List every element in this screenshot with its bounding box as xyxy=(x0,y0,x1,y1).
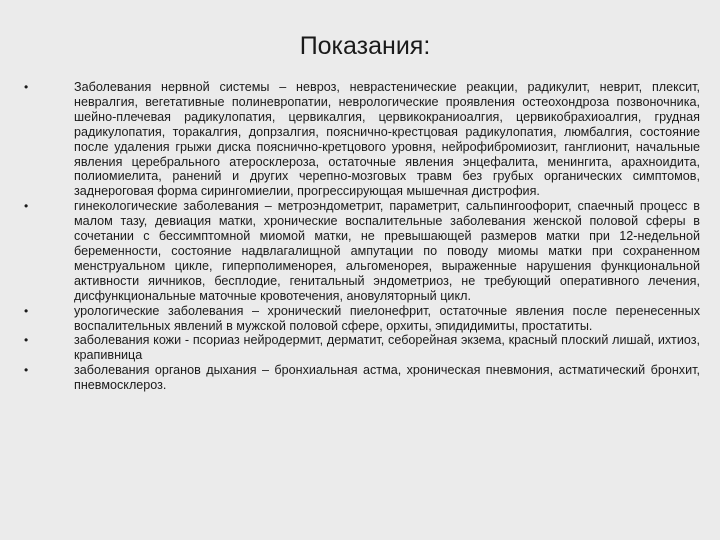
list-item xyxy=(24,363,700,393)
indications-list xyxy=(24,80,700,393)
slide-title xyxy=(0,31,720,61)
list-item-text: гинекологические заболевания – метроэндометрит, параметрит, сальпингоофорит, спаечный процесс в малом тазу, девиация матки, хронические воспалительные заболевания женской половой сферы в сочетании с бессимптомной миомой матки, не превышающей размеров матки при 12-недельной беременности, состояние надвлагалищной ампутации по поводу миомы матки при сохраненном менструальном цикле, гиперполименорея, альгоменорея, выраженные нарушения функциональной активности яичников, бесплодие, генитальный эндометриоз, не требующий оперативного лечения, дисфункциональные маточные кровотечения, ановуляторный цикл. xyxy=(74,199,700,303)
list-item-text: Заболевания нервной системы – невроз, неврастенические реакции, радикулит, неврит, плексит, невралгия, вегетативные полиневропатии, неврологические проявления остеохондроза позвоночника, шейно-плечевая радикулопатия, цервикалгия, цервикокраниоалгия, цервикобрахиоалгия, грудная радикулопатия, торакалгия, допрзалгия, пояснично-крестцовая радикулопатия, люмбалгия, состояние после удаления грыжи диска пояснично-кретцового уровня, нейрофибромиозит, ганглионит, начальные явления церебрального атеросклероза, остаточные явления энцефалита, менингита, арахноидита, полиомиелита, ранений и других черепно-мозговых травм без грубых органических симптомов, заднероговая форма сирингомиелии, прогрессирующая мышечная дистрофия. xyxy=(74,80,700,199)
bullet-icon: • xyxy=(24,303,29,318)
list-item xyxy=(24,80,700,199)
bullet-icon: • xyxy=(24,333,29,348)
list-item xyxy=(24,333,700,363)
bullet-icon: • xyxy=(24,199,29,214)
list-item-text: заболевания кожи - псориаз нейродермит, дерматит, себорейная экзема, красный плоский лишай, ихтиоз, крапивница xyxy=(74,333,700,363)
list-item xyxy=(24,304,700,334)
list-item xyxy=(24,199,700,303)
list-item-text: урологические заболевания – хронический пиелонефрит, остаточные явления после перенесенных воспалительных явлений в мужской половой сфере, орхиты, эпидидимиты, простатиты. xyxy=(74,303,700,333)
list-item-text: заболевания органов дыхания – бронхиальная астма, хроническая пневмония, астматический бронхит, пневмосклероз. xyxy=(74,363,700,393)
bullet-icon: • xyxy=(24,363,29,378)
bullet-icon: • xyxy=(24,80,29,94)
slide-title-text: Показания: xyxy=(299,32,431,60)
